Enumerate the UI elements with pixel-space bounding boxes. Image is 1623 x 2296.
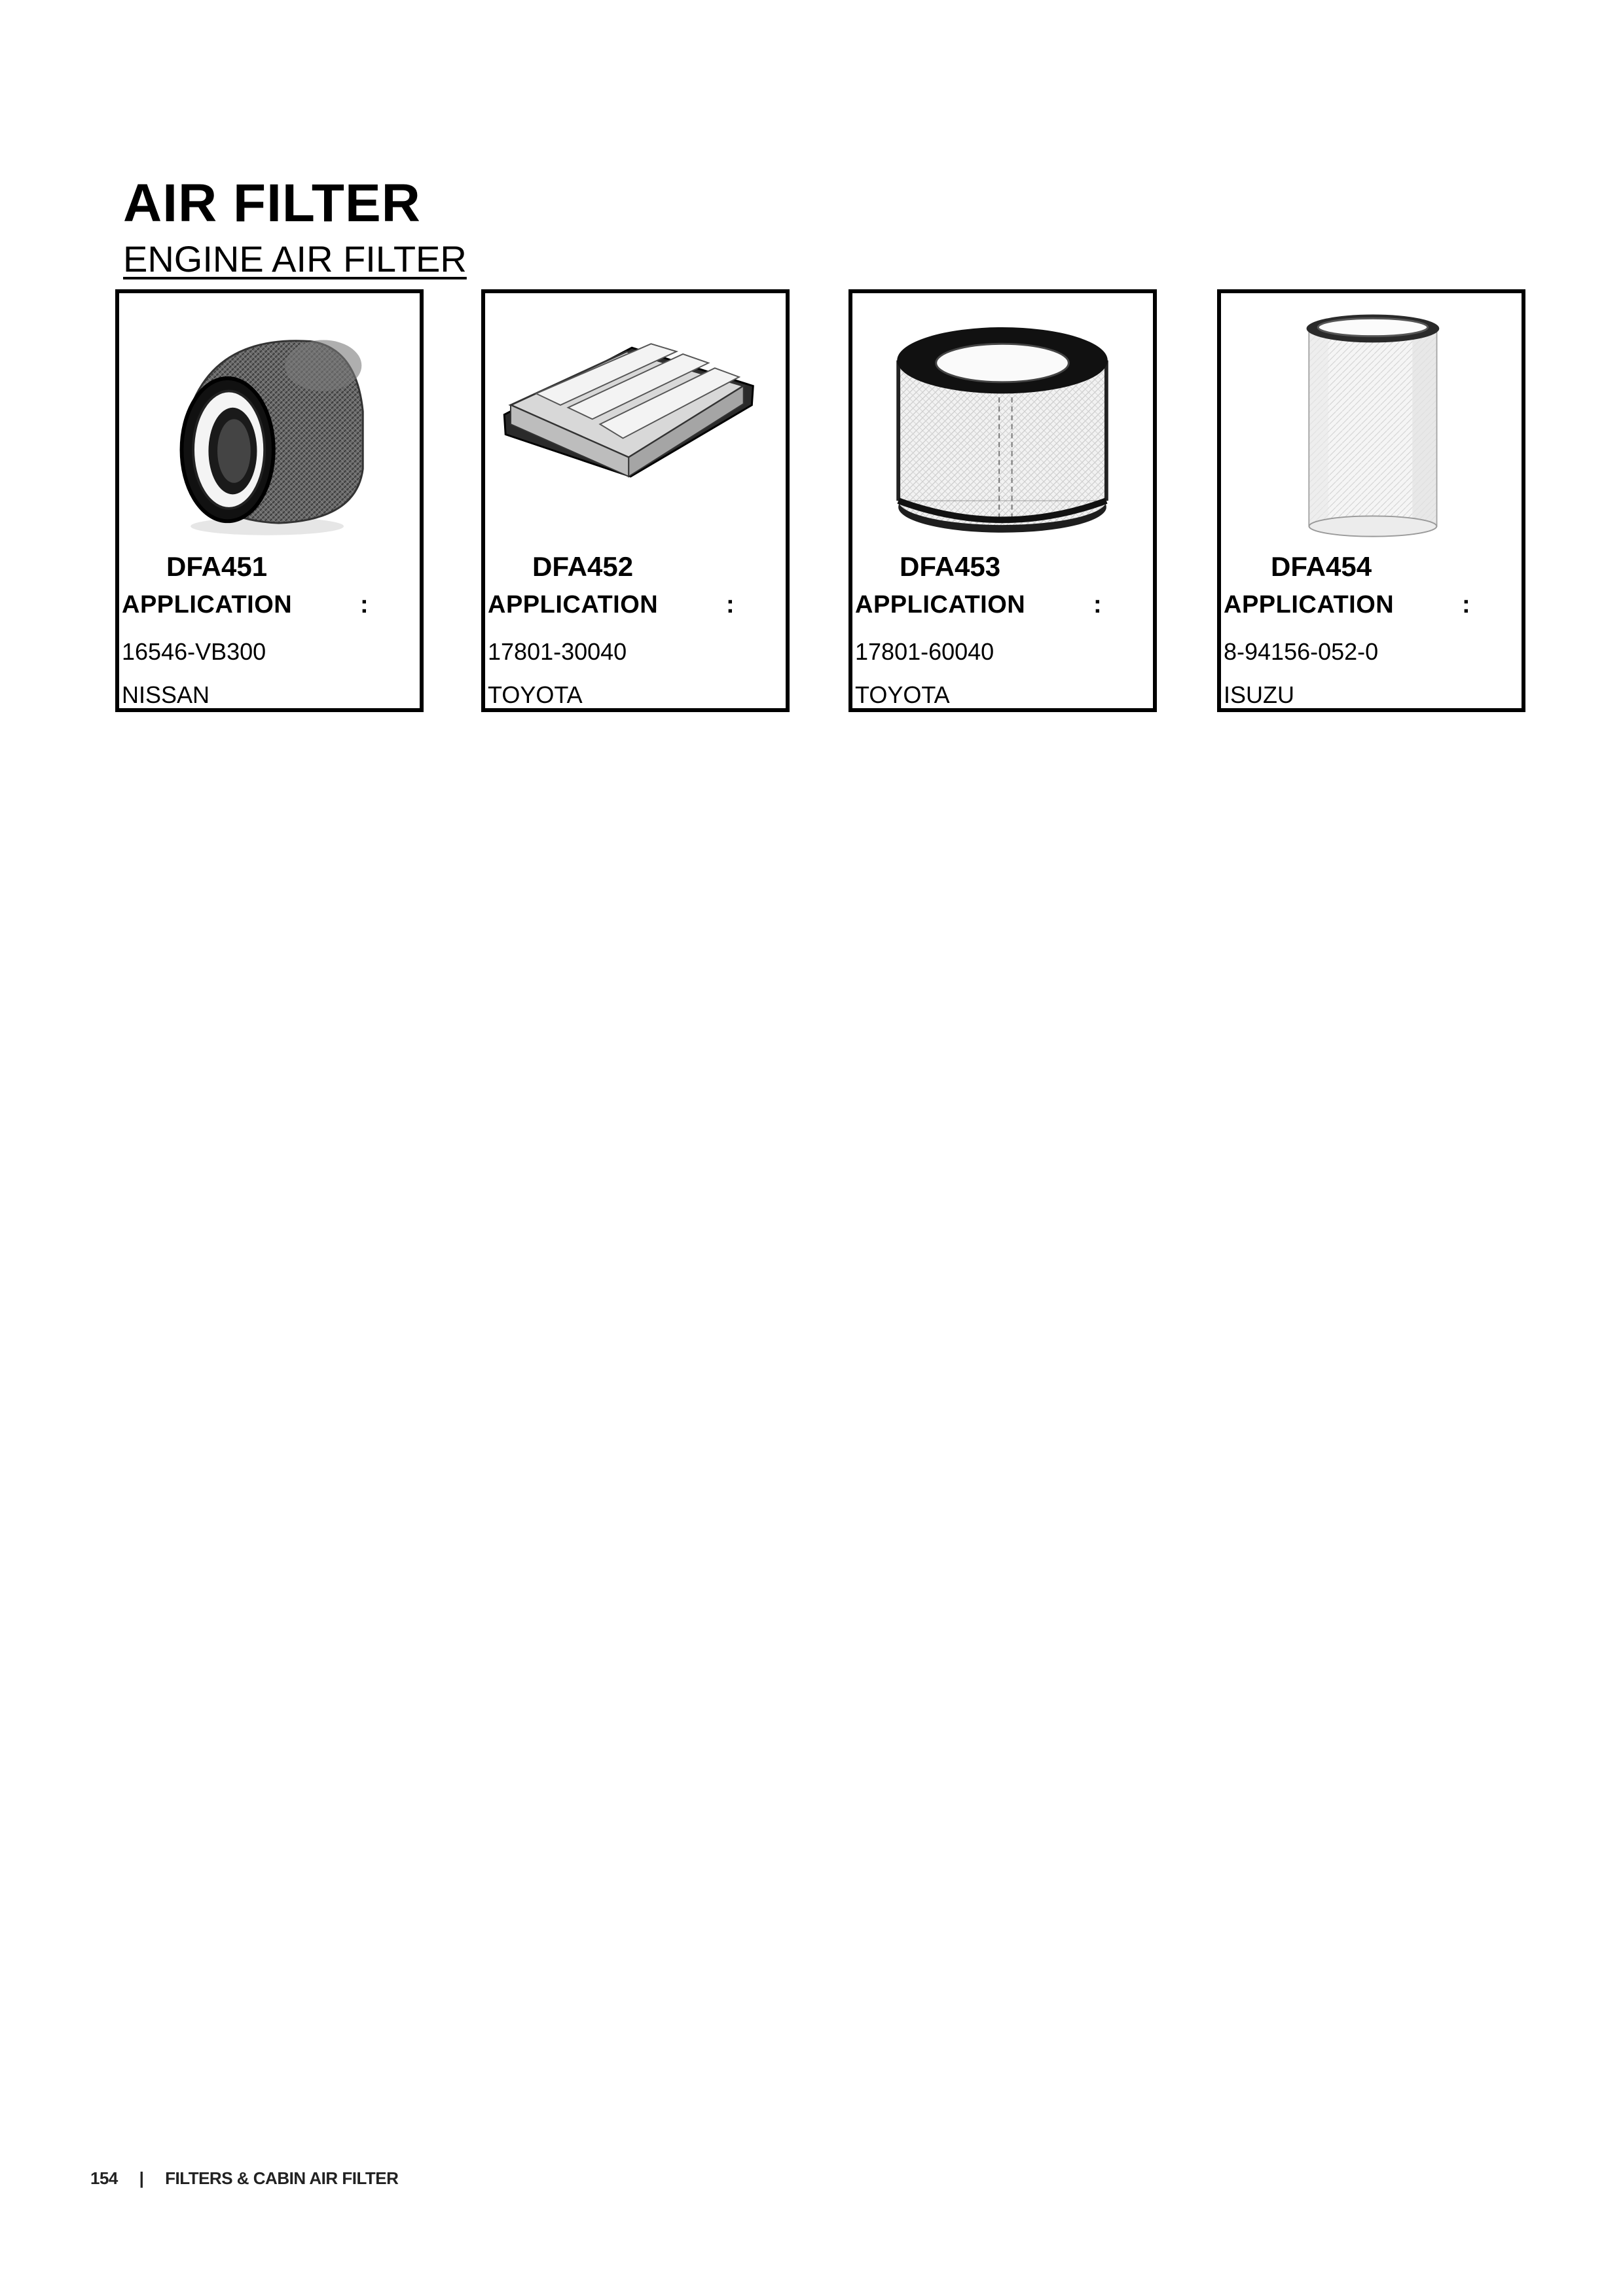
application-label: APPLICATION — [855, 591, 1026, 619]
application-label: APPLICATION — [1224, 591, 1395, 619]
round-air-filter-white-image — [852, 306, 1153, 548]
part-number: 16546-VB300 — [122, 638, 266, 665]
application-colon: : — [360, 591, 369, 619]
part-number: 17801-30040 — [488, 638, 627, 665]
page-footer — [90, 2168, 398, 2189]
product-code: DFA452 — [532, 551, 634, 582]
product-card-dfa453 — [848, 289, 1157, 712]
tall-cylinder-air-filter-image — [1221, 306, 1522, 548]
product-code: DFA453 — [900, 551, 1001, 582]
product-code: DFA454 — [1271, 551, 1372, 582]
footer-section-title: FILTERS & CABIN AIR FILTER — [165, 2168, 399, 2188]
product-card-dfa452 — [481, 289, 790, 712]
vehicle-make: TOYOTA — [488, 681, 583, 708]
part-number: 17801-60040 — [855, 638, 994, 665]
application-label: APPLICATION — [488, 591, 659, 619]
product-card-dfa451 — [115, 289, 424, 712]
product-card-dfa454 — [1217, 289, 1525, 712]
panel-air-filter-image — [485, 306, 786, 548]
application-colon: : — [1462, 591, 1470, 619]
round-air-filter-dark-mesh-image — [119, 306, 420, 548]
application-label: APPLICATION — [122, 591, 293, 619]
page-title: AIR FILTER — [123, 173, 421, 233]
application-colon: : — [726, 591, 735, 619]
part-number: 8-94156-052-0 — [1224, 638, 1379, 665]
vehicle-make: ISUZU — [1224, 681, 1294, 708]
application-colon: : — [1093, 591, 1102, 619]
vehicle-make: TOYOTA — [855, 681, 950, 708]
vehicle-make: NISSAN — [122, 681, 210, 708]
footer-separator: | — [139, 2168, 144, 2188]
product-code: DFA451 — [166, 551, 268, 582]
page-number: 154 — [90, 2168, 118, 2188]
section-subtitle: ENGINE AIR FILTER — [123, 238, 467, 279]
